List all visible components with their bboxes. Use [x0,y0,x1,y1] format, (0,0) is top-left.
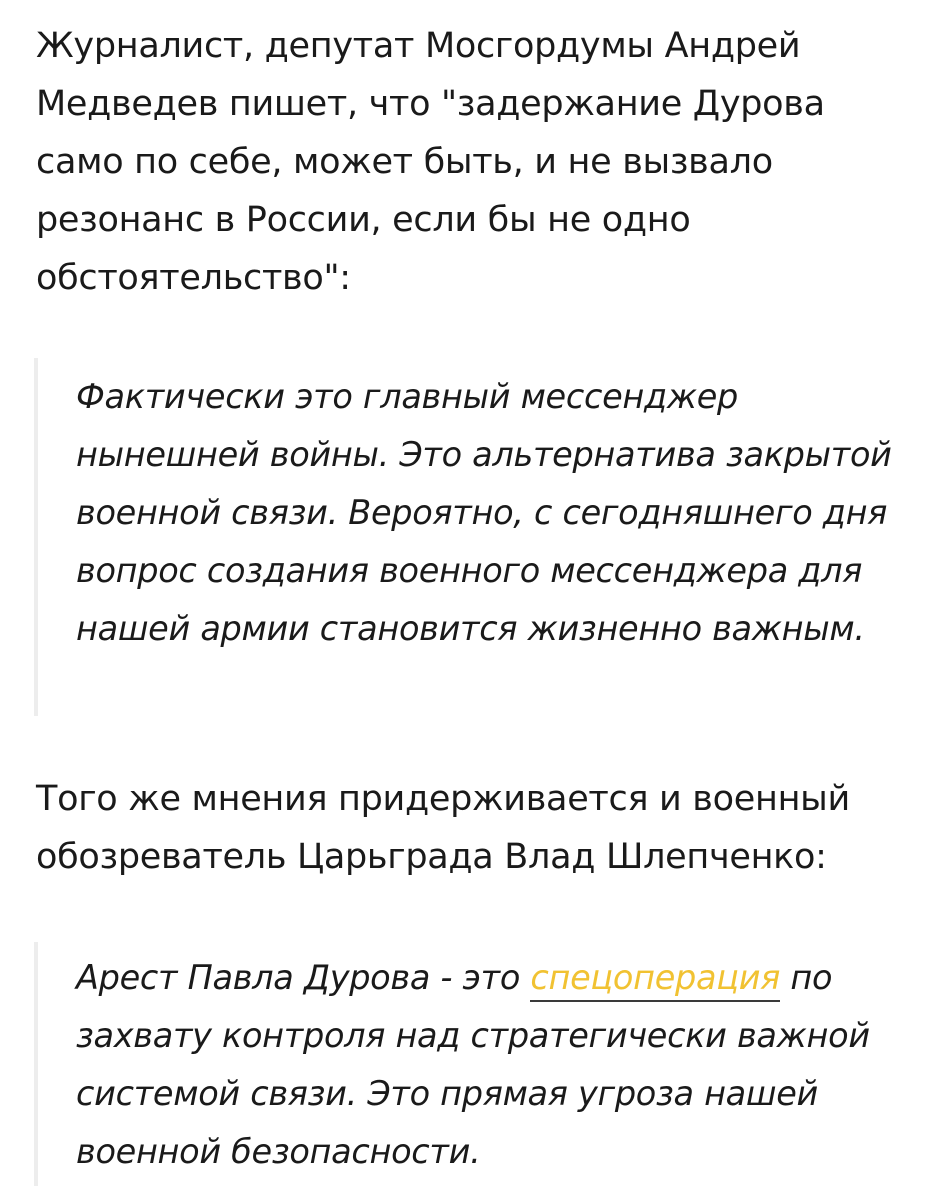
blockquote-1-text: Фактически это главный мессенджер нынешней войны. Это альтернатива закрытой военной связи. Вероятно, с сегодняшнего дня вопрос создания военного мессенджера для нашей армии становится жизненно важным. [76,377,892,648]
blockquote-2-text-after-link: по захвату контроля над стратегически важной системой связи. Это прямая угроза нашей военной безопасности. [76,958,870,1171]
blockquote-2-text-before-link: Арест Павла Дурова - это [76,958,531,997]
blockquote-2 [34,942,928,1186]
article-paragraph-2: Того же мнения придерживается и военный обозреватель Царьграда Влад Шлепченко: [36,779,850,877]
blockquote-2-text [38,942,928,1181]
specoperation-link[interactable]: спецоперация [530,958,780,1002]
blockquote-1 [34,358,928,716]
article-paragraph-1: Журналист, депутат Мосгордумы Андрей Медведев пишет, что "задержание Дурова само по себе, может быть, и не вызвало резонанс в России, если бы не одно обстоятельство": [36,26,825,298]
